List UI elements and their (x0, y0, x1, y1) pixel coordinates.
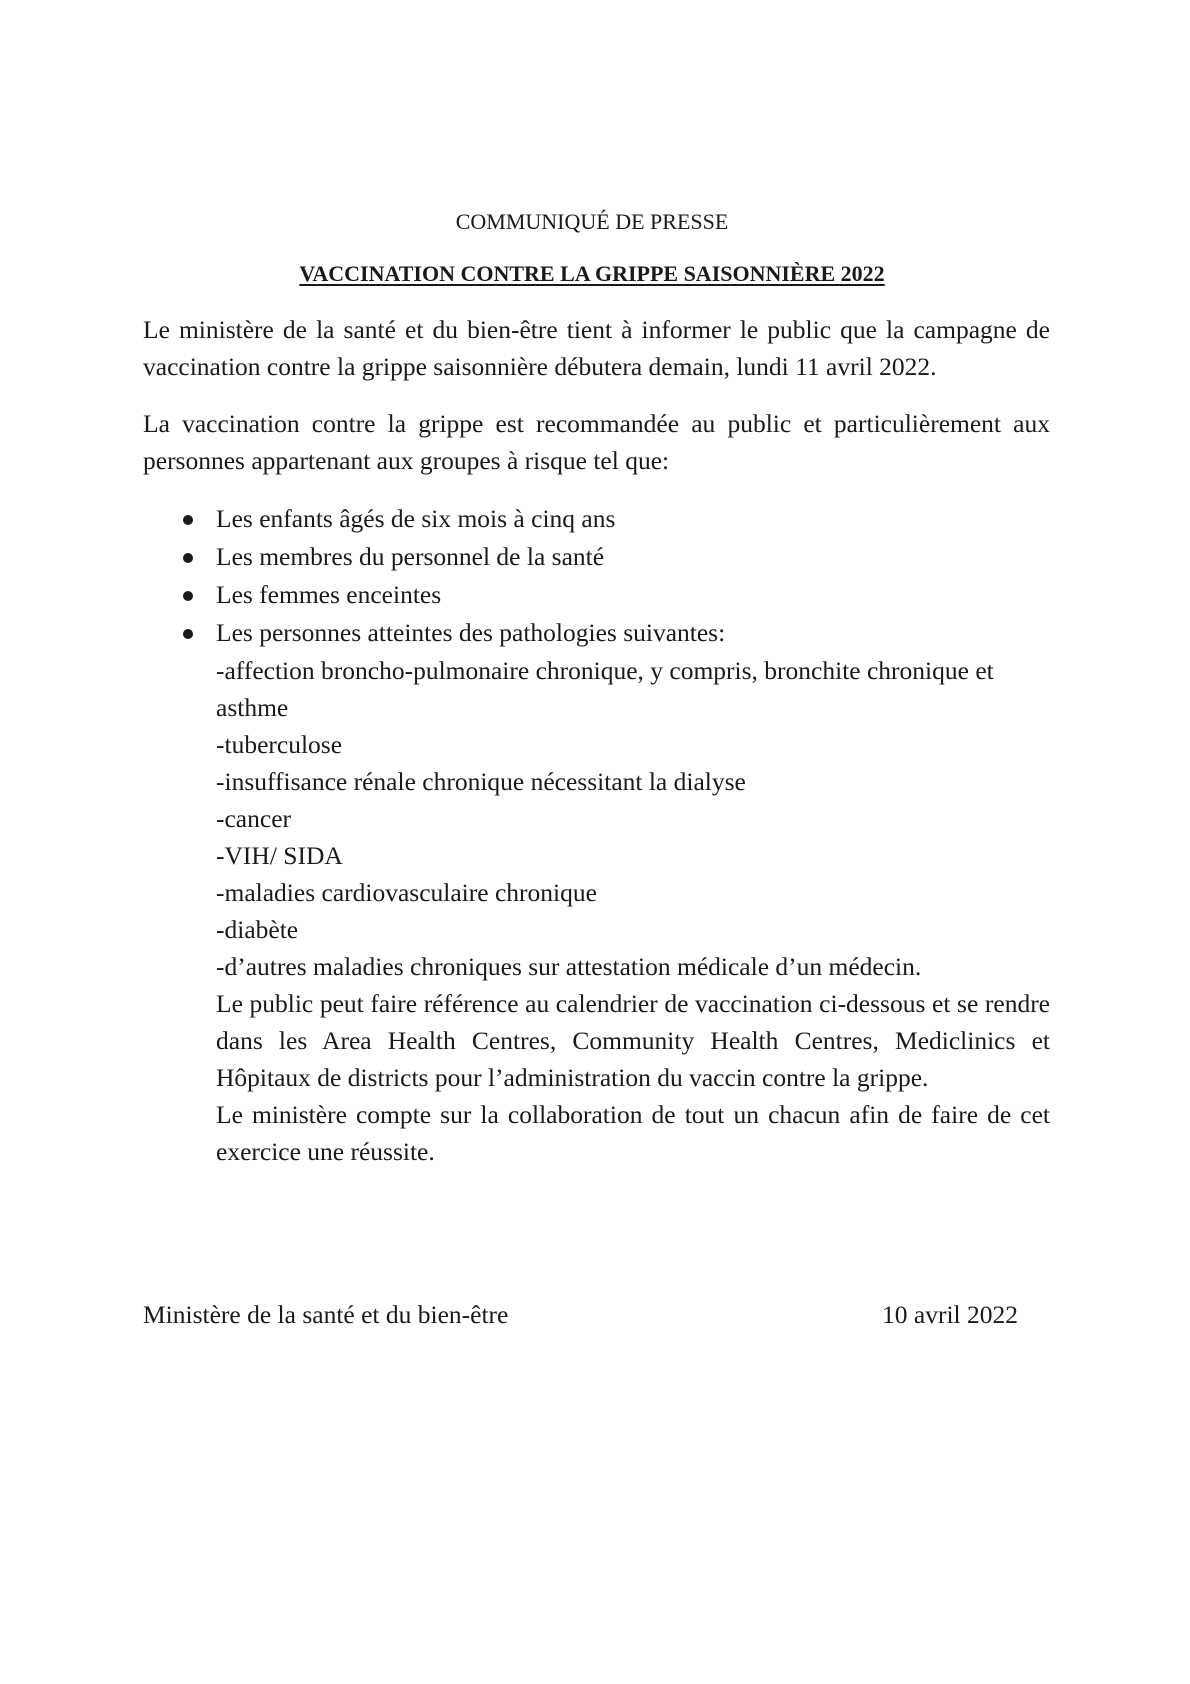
pathology-item: -affection broncho-pulmonaire chronique, y compris, bronchite chronique et asthme (216, 656, 994, 722)
list-item (143, 614, 1050, 651)
issue-date: 10 avril 2022 (882, 1300, 1018, 1329)
issuer-signature: Ministère de la santé et du bien-être (143, 1300, 509, 1329)
intro-paragraph: Le ministère de la santé et du bien-être tient à informer le public que la campagne de vaccination contre la grippe saisonnière débutera demain, lundi 11 avril 2022. (143, 315, 1050, 381)
closing-paragraph: Le public peut faire référence au calendrier de vaccination ci-dessous et se rendre dans les Area Health Centres, Community Health Centres, Mediclinics et Hôpitaux de districts pour l’administration du vaccin contre la grippe. (216, 989, 1050, 1092)
bullet-icon (183, 553, 193, 563)
bullet-icon (183, 515, 193, 525)
pathology-item: -d’autres maladies chroniques sur attestation médicale d’un médecin. (216, 952, 922, 981)
pathology-item: -insuffisance rénale chronique nécessitant la dialyse (216, 767, 746, 796)
pathology-item: -maladies cardiovasculaire chronique (216, 878, 597, 907)
recommendation-paragraph: La vaccination contre la grippe est recommandée au public et particulièrement aux personnes appartenant aux groupes à risque tel que: (143, 409, 1050, 475)
list-item (143, 576, 1050, 613)
list-item-text: Les membres du personnel de la santé (216, 542, 605, 571)
document-label: COMMUNIQUÉ DE PRESSE (455, 209, 729, 234)
pathologies-block (216, 652, 1050, 1170)
pathology-item: -tuberculose (216, 730, 343, 759)
pathology-item: -cancer (216, 804, 292, 833)
closing-paragraph: Le ministère compte sur la collaboration de tout un chacun afin de faire de cet exercice une réussite. (216, 1100, 1050, 1166)
list-item (143, 538, 1050, 575)
bullet-icon (183, 591, 193, 601)
list-item-text: Les femmes enceintes (216, 580, 442, 609)
document-title: VACCINATION CONTRE LA GRIPPE SAISONNIÈRE 2022 (299, 261, 885, 286)
risk-group-list (143, 500, 1050, 652)
list-item (143, 500, 1050, 537)
pathology-item: -diabète (216, 915, 299, 944)
pathology-item: -VIH/ SIDA (216, 841, 343, 870)
list-item-text: Les personnes atteintes des pathologies suivantes: (216, 618, 726, 647)
bullet-icon (183, 629, 193, 639)
list-item-text: Les enfants âgés de six mois à cinq ans (216, 504, 616, 533)
